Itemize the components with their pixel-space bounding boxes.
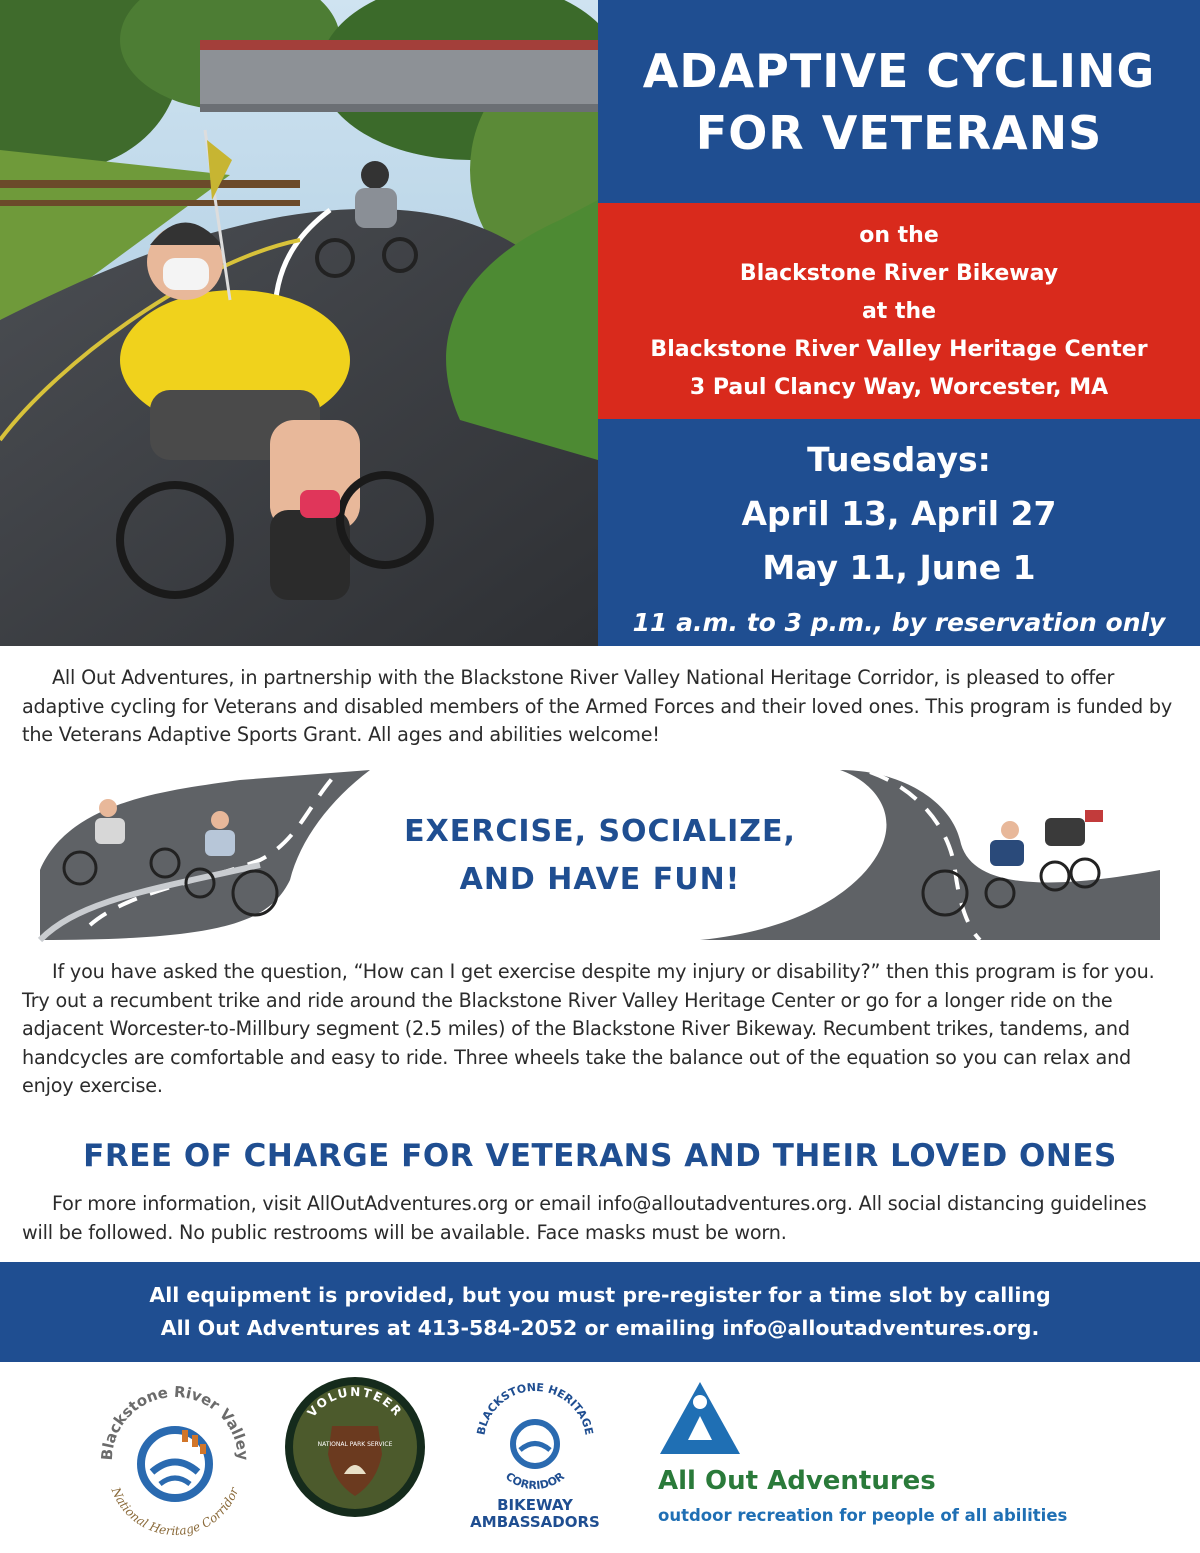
title-panel: [598, 0, 1200, 203]
all-out-adventures-logo-icon: [660, 1382, 740, 1458]
free-of-charge-heading: FREE OF CHARGE FOR VETERANS AND THEIR LOVED ONES: [83, 1138, 1117, 1174]
page-title-line-2: FOR VETERANS: [695, 105, 1103, 160]
description-paragraph: If you have asked the question, “How can I get exercise despite my injury or disability?” then this program is for you. Try out a recumbent trike and ride around the Blackstone River Valley Heritage Center or go for a longer ride on the adjacent Worcester-to-Millbury segment (2.5 miles) of the Blackstone River Bikeway. Recumbent trikes, tandems, and handcycles are comfortable and easy to ride. Three wheels take the balance out of the equation so you can relax and enjoy exercise.: [22, 960, 1155, 1097]
blackstone-river-valley-logo: [90, 1372, 260, 1540]
location-line-1: on the: [859, 223, 939, 248]
location-line-3: at the: [861, 299, 937, 324]
location-line-2: Blackstone River Bikeway: [739, 261, 1059, 286]
schedule-label: Tuesdays:: [807, 440, 991, 479]
svg-text:VOLUNTEER: VOLUNTEER: [304, 1384, 406, 1420]
bikeway-label: BIKEWAY: [497, 1496, 573, 1514]
cyclist-photo-illustration: [0, 0, 598, 646]
svg-text:CORRIDOR: CORRIDOR: [503, 1469, 567, 1493]
all-out-adventures-name: All Out Adventures: [658, 1466, 936, 1496]
volunteer-nps-logo: [282, 1374, 428, 1520]
bikeway-ambassadors-label: [455, 1497, 615, 1531]
page-title-line-1: ADAPTIVE CYCLING: [642, 43, 1156, 98]
svg-text:BLACKSTONE HERITAGE: BLACKSTONE HERITAGE: [474, 1382, 596, 1437]
location-panel: [598, 203, 1200, 419]
schedule-dates-1: April 13, April 27: [741, 494, 1057, 533]
registration-line-2: All Out Adventures at 413-584-2052 or emailing info@alloutadventures.org.: [160, 1316, 1040, 1340]
intro-paragraph: All Out Adventures, in partnership with the Blackstone River Valley National Heritage Corridor, is pleased to offer adaptive cycling for Veterans and disabled members of the Armed Forces and their loved ones. This program is funded by the Veterans Adaptive Sports Grant. All ages and abilities welcome!: [22, 666, 1172, 746]
ambassadors-label: AMBASSADORS: [470, 1513, 600, 1531]
location-line-4: Blackstone River Valley Heritage Center: [650, 337, 1148, 362]
all-out-adventures-tagline: outdoor recreation for people of all abilities: [658, 1506, 1068, 1525]
slogan-line-1: EXERCISE, SOCIALIZE,: [404, 814, 796, 849]
nps-label: NATIONAL PARK SERVICE: [317, 1441, 393, 1448]
schedule-panel: [598, 419, 1200, 646]
registration-bar: [0, 1262, 1200, 1362]
schedule-dates-2: May 11, June 1: [762, 548, 1036, 587]
svg-text:Blackstone River Valley: Blackstone River Valley: [97, 1382, 253, 1461]
location-address: 3 Paul Clancy Way, Worcester, MA: [689, 375, 1109, 400]
schedule-time: 11 a.m. to 3 p.m., by reservation only: [632, 608, 1166, 637]
more-info-paragraph: For more information, visit AllOutAdventures.org or email info@alloutadventures.org. All social distancing guidelines will be followed. No public restrooms will be available. Face masks must be worn.: [22, 1192, 1147, 1244]
blackstone-heritage-corridor-logo: [470, 1382, 600, 1500]
registration-line-1: All equipment is provided, but you must pre-register for a time slot by calling: [149, 1283, 1051, 1307]
svg-text:National Heritage Corridor: National Heritage Corridor: [108, 1485, 242, 1539]
hero-photo: [0, 0, 598, 646]
slogan: [340, 808, 860, 904]
slogan-line-2: AND HAVE FUN!: [459, 862, 741, 897]
